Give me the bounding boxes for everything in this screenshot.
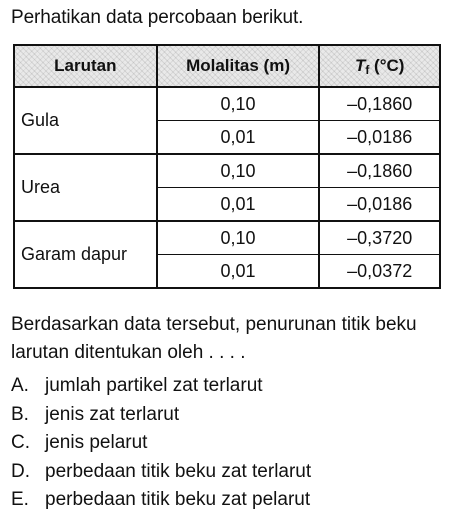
question-text: Berdasarkan data tersebut, penurunan titik beku larutan ditentukan oleh . . . . (11, 314, 417, 363)
header-tf-unit: (°C) (369, 55, 405, 75)
option-text: perbedaan titik beku zat pelarut (45, 489, 311, 510)
option-text: jenis pelarut (45, 432, 148, 453)
freezing-point-cell: –0,1860 (319, 154, 440, 188)
header-larutan: Larutan (14, 45, 157, 87)
option-text: jenis zat terlarut (45, 403, 180, 425)
option-letter: A. (11, 375, 29, 396)
freezing-point-cell: –0,0186 (319, 188, 440, 222)
option-b[interactable] (11, 401, 311, 430)
intro-text: Perhatikan data percobaan berikut. (11, 7, 304, 28)
option-a[interactable] (11, 372, 311, 401)
option-e[interactable] (11, 486, 311, 515)
option-letter: B. (11, 403, 29, 425)
freezing-point-cell: –0,3720 (319, 221, 440, 255)
option-letter: D. (11, 460, 30, 482)
molality-cell: 0,10 (157, 154, 320, 188)
freezing-point-cell: –0,0186 (319, 121, 440, 155)
solute-garam-dapur: Garam dapur (14, 221, 157, 288)
data-table (13, 44, 441, 289)
table-row (14, 87, 440, 121)
header-tf-subscript: f (365, 62, 370, 77)
header-molalitas: Molalitas (m) (157, 45, 320, 87)
molality-cell: 0,01 (157, 121, 320, 155)
table-row (14, 154, 440, 188)
freezing-point-cell: –0,0372 (319, 255, 440, 289)
header-tf-symbol: T (354, 55, 366, 75)
answer-options (11, 372, 311, 515)
option-text: jumlah partikel zat terlarut (45, 375, 263, 396)
option-c[interactable] (11, 429, 311, 458)
option-d[interactable] (11, 458, 311, 487)
solute-gula: Gula (14, 87, 157, 154)
molality-cell: 0,10 (157, 221, 320, 255)
freezing-point-cell: –0,1860 (319, 87, 440, 121)
molality-cell: 0,10 (157, 87, 320, 121)
option-text: perbedaan titik beku zat terlarut (45, 460, 312, 482)
option-letter: E. (11, 489, 29, 510)
molality-cell: 0,01 (157, 255, 320, 289)
molality-cell: 0,01 (157, 188, 320, 222)
solute-urea: Urea (14, 154, 157, 221)
table-header-row (14, 45, 440, 87)
table-row (14, 221, 440, 255)
option-letter: C. (11, 432, 30, 453)
header-tf (319, 45, 440, 87)
